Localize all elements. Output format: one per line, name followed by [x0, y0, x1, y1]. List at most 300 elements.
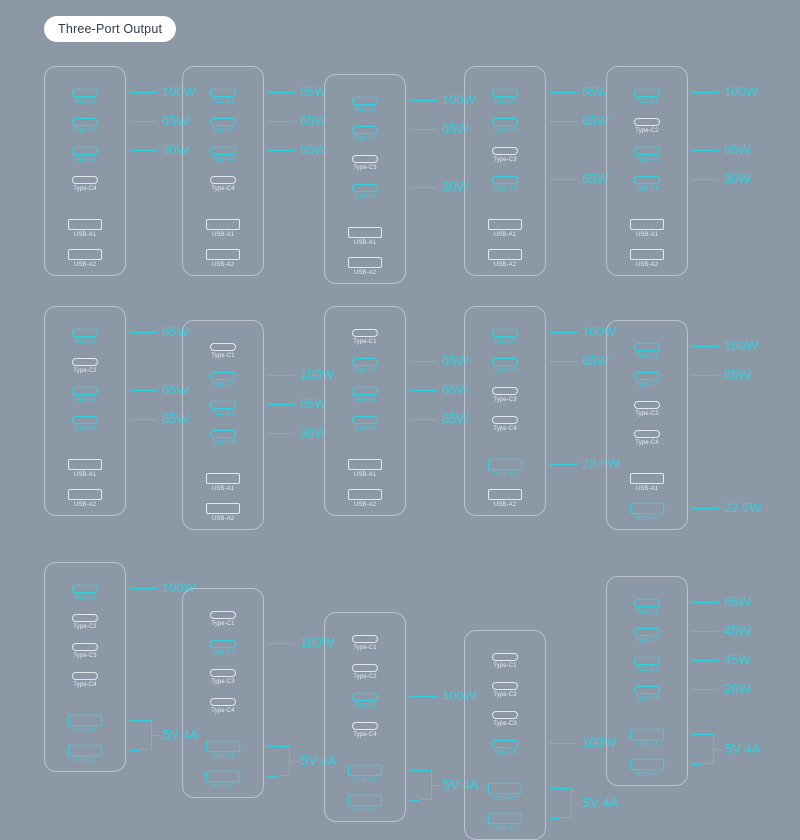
bracket-wattage-label: 5V 4A: [443, 776, 479, 792]
port-usb-a1: [348, 459, 382, 479]
port-slot-icon: [488, 813, 522, 824]
wattage-label: 65W: [300, 396, 327, 411]
port-slot-icon: [72, 89, 98, 97]
wattage-label: 65W: [582, 84, 609, 99]
callout-line: [549, 121, 577, 122]
port-type-c4: [352, 416, 378, 433]
wattage-label: 65W: [162, 382, 189, 397]
device-grid: [0, 52, 800, 832]
port-slot-icon: [634, 372, 660, 380]
port-label: Type-C1: [211, 99, 235, 105]
port-type-c4: [210, 698, 236, 715]
callout-line: [409, 187, 437, 188]
port-label: Type-C3: [211, 157, 235, 163]
port-usb-a2: [68, 249, 102, 269]
port-type-c4: [210, 430, 236, 447]
port-label: USB-A1: [493, 796, 517, 802]
port-type-c2: [492, 118, 518, 135]
port-slot-icon: [634, 343, 660, 351]
port-slot-icon: [72, 358, 98, 366]
port-slot-icon: [634, 657, 660, 665]
port-slot-icon: [348, 795, 382, 806]
wattage-label: 65W: [724, 594, 751, 609]
wattage-label: 65W: [300, 113, 327, 128]
port-slot-icon: [348, 459, 382, 470]
bracket-stem: [691, 764, 701, 765]
port-type-c1: [210, 611, 236, 628]
port-slot-icon: [72, 614, 98, 622]
wattage-label: 22.5W: [582, 455, 620, 471]
port-usb-a2: [348, 489, 382, 509]
wattage-label: 65W: [300, 142, 327, 157]
port-type-c1: [352, 635, 378, 652]
port-slot-icon: [72, 387, 98, 395]
port-usb-a1: [630, 729, 664, 749]
wattage-label: 100W: [162, 580, 196, 595]
port-label: USB-A1: [211, 232, 235, 238]
port-usb-a2: [348, 257, 382, 277]
port-slot-icon: [492, 358, 518, 366]
port-slot-icon: [634, 628, 660, 636]
port-type-c2: [210, 118, 236, 135]
port-label: Type-C4: [73, 186, 97, 192]
port-slot-icon: [210, 147, 236, 155]
port-type-c3: [634, 401, 660, 418]
usb-a-bracket: [140, 720, 152, 750]
charger-device: [464, 66, 546, 276]
port-type-c2: [492, 682, 518, 699]
bracket-stem: [549, 788, 559, 789]
port-slot-icon: [488, 459, 522, 470]
port-slot-icon: [352, 416, 378, 424]
callout-line: [691, 375, 719, 376]
port-slot-icon: [488, 489, 522, 500]
port-usb-a2: [630, 503, 664, 523]
wattage-label: 100W: [300, 367, 334, 382]
callout-line: [129, 390, 157, 391]
port-type-c4: [72, 176, 98, 193]
port-slot-icon: [630, 729, 664, 740]
port-type-c3: [210, 401, 236, 418]
port-slot-icon: [72, 176, 98, 184]
port-type-c4: [72, 416, 98, 433]
wattage-label: 65W: [442, 353, 469, 368]
port-label: USB-A2: [493, 262, 517, 268]
bracket-wattage-label: 5V 4A: [583, 794, 619, 810]
wattage-label: 65W: [300, 84, 327, 99]
wattage-label: 100W: [724, 84, 758, 99]
port-slot-icon: [206, 741, 240, 752]
port-usb-a2: [206, 503, 240, 523]
port-slot-icon: [72, 118, 98, 126]
callout-line: [267, 433, 295, 434]
port-slot-icon: [72, 643, 98, 651]
port-type-c3: [72, 147, 98, 164]
port-type-c4: [492, 740, 518, 757]
port-type-c1: [634, 343, 660, 360]
port-slot-icon: [206, 473, 240, 484]
port-label: Type-C3: [353, 703, 377, 709]
callout-line: [549, 464, 577, 465]
callout-line: [691, 150, 719, 151]
wattage-label: 65W: [582, 353, 609, 368]
port-usb-a2: [630, 249, 664, 269]
port-label: Type-C4: [353, 194, 377, 200]
port-type-c2: [634, 372, 660, 389]
port-slot-icon: [634, 147, 660, 155]
port-slot-icon: [72, 585, 98, 593]
port-label: Type-C1: [73, 99, 97, 105]
port-type-c2: [210, 372, 236, 389]
port-type-c3: [492, 147, 518, 164]
port-slot-icon: [630, 503, 664, 514]
port-label: Type-C2: [353, 136, 377, 142]
port-label: Type-C2: [353, 368, 377, 374]
callout-line: [409, 129, 437, 130]
port-slot-icon: [634, 401, 660, 409]
port-type-c1: [634, 89, 660, 106]
charger-device: [464, 306, 546, 516]
callout-line: [691, 631, 719, 632]
port-label: USB-A1: [353, 472, 377, 478]
port-label: Type-C3: [73, 157, 97, 163]
port-slot-icon: [210, 176, 236, 184]
port-usb-a1: [630, 219, 664, 239]
port-label: USB-A2: [73, 758, 97, 764]
port-slot-icon: [348, 257, 382, 268]
callout-line: [549, 361, 577, 362]
port-label: USB-A2: [353, 502, 377, 508]
port-slot-icon: [68, 745, 102, 756]
port-slot-icon: [72, 416, 98, 424]
port-label: USB-A1: [73, 472, 97, 478]
port-slot-icon: [348, 489, 382, 500]
port-type-c1: [210, 343, 236, 360]
port-label: Type-C4: [635, 440, 659, 446]
port-label: Type-C2: [73, 368, 97, 374]
wattage-label: 45W: [724, 623, 751, 638]
port-label: Type-C2: [73, 128, 97, 134]
port-slot-icon: [488, 219, 522, 230]
port-slot-icon: [210, 430, 236, 438]
port-slot-icon: [492, 416, 518, 424]
port-slot-icon: [206, 503, 240, 514]
wattage-label: 100W: [724, 338, 758, 353]
port-usb-a2: [488, 249, 522, 269]
wattage-label: 65W: [442, 382, 469, 397]
callout-line: [691, 602, 719, 603]
port-slot-icon: [630, 473, 664, 484]
wattage-label: 65W: [162, 411, 189, 426]
callout-line: [714, 749, 722, 750]
port-label: USB-A1: [635, 742, 659, 748]
callout-line: [129, 150, 157, 151]
port-label: Type-C3: [635, 667, 659, 673]
port-slot-icon: [72, 147, 98, 155]
callout-line: [691, 179, 719, 180]
port-label: Type-C1: [211, 353, 235, 359]
callout-line: [409, 419, 437, 420]
port-type-c1: [210, 89, 236, 106]
callout-line: [267, 121, 295, 122]
port-label: Type-C2: [211, 650, 235, 656]
port-slot-icon: [630, 759, 664, 770]
port-label: Type-C2: [493, 368, 517, 374]
callout-line: [129, 92, 157, 93]
usb-a-bracket: [420, 770, 432, 800]
port-label: Type-C1: [353, 339, 377, 345]
callout-line: [549, 332, 577, 333]
port-usb-a1: [68, 459, 102, 479]
port-label: USB-A2: [211, 784, 235, 790]
charger-device: [606, 66, 688, 276]
port-label: Type-C1: [73, 339, 97, 345]
port-usb-a1: [206, 741, 240, 761]
port-slot-icon: [352, 126, 378, 134]
charger-device: [44, 562, 126, 772]
port-type-c3: [634, 147, 660, 164]
port-type-c3: [492, 387, 518, 404]
bracket-stem: [691, 734, 701, 735]
port-slot-icon: [352, 155, 378, 163]
wattage-label: 65W: [582, 113, 609, 128]
wattage-label: 30W: [442, 179, 469, 194]
port-usb-a2: [488, 813, 522, 833]
port-slot-icon: [210, 698, 236, 706]
port-type-c3: [72, 643, 98, 660]
callout-line: [129, 588, 157, 589]
charger-device: [324, 612, 406, 822]
port-label: USB-A2: [73, 262, 97, 268]
port-usb-a1: [348, 227, 382, 247]
port-slot-icon: [352, 635, 378, 643]
wattage-label: 65W: [724, 367, 751, 382]
port-type-c2: [352, 664, 378, 681]
port-label: USB-A1: [353, 240, 377, 246]
port-usb-a2: [206, 771, 240, 791]
port-slot-icon: [68, 219, 102, 230]
callout-line: [691, 508, 719, 509]
port-type-c4: [634, 176, 660, 193]
callout-line: [409, 696, 437, 697]
port-label: Type-C4: [73, 426, 97, 432]
port-slot-icon: [492, 89, 518, 97]
port-type-c3: [352, 387, 378, 404]
port-label: Type-C1: [635, 99, 659, 105]
port-label: Type-C4: [635, 186, 659, 192]
port-label: USB-A1: [211, 486, 235, 492]
callout-line: [290, 761, 298, 762]
charger-device: [606, 576, 688, 786]
port-type-c1: [492, 89, 518, 106]
port-slot-icon: [634, 176, 660, 184]
bracket-wattage-label: 5V 4A: [301, 752, 337, 768]
port-type-c2: [492, 358, 518, 375]
charger-device: [182, 588, 264, 798]
port-label: USB-A1: [635, 232, 659, 238]
port-label: Type-C3: [493, 397, 517, 403]
port-label: Type-C3: [353, 397, 377, 403]
wattage-label: 65W: [442, 121, 469, 136]
port-slot-icon: [210, 89, 236, 97]
port-type-c1: [492, 653, 518, 670]
port-label: USB-A1: [635, 486, 659, 492]
port-type-c2: [210, 640, 236, 657]
port-usb-a2: [206, 249, 240, 269]
port-type-c2: [634, 118, 660, 135]
bracket-wattage-label: 5V 4A: [725, 740, 761, 756]
port-slot-icon: [492, 711, 518, 719]
port-label: Type-C2: [493, 692, 517, 698]
callout-line: [549, 179, 577, 180]
port-slot-icon: [492, 682, 518, 690]
port-slot-icon: [492, 147, 518, 155]
port-type-c3: [210, 669, 236, 686]
callout-line: [267, 404, 295, 405]
charger-device: [182, 66, 264, 276]
port-slot-icon: [352, 97, 378, 105]
port-label: USB-A2: [635, 772, 659, 778]
port-label: Type-C2: [211, 128, 235, 134]
wattage-label: 45W: [724, 652, 751, 667]
port-type-c3: [352, 155, 378, 172]
port-slot-icon: [492, 653, 518, 661]
callout-line: [691, 689, 719, 690]
port-label: Type-C1: [493, 663, 517, 669]
port-slot-icon: [210, 372, 236, 380]
port-type-c4: [210, 176, 236, 193]
port-label: Type-C2: [353, 674, 377, 680]
port-slot-icon: [72, 329, 98, 337]
port-label: USB-A1: [353, 778, 377, 784]
port-slot-icon: [206, 219, 240, 230]
port-label: Type-C2: [73, 624, 97, 630]
port-label: Type-C3: [493, 157, 517, 163]
callout-line: [267, 150, 295, 151]
port-slot-icon: [352, 722, 378, 730]
callout-line: [129, 121, 157, 122]
port-type-c4: [492, 416, 518, 433]
callout-line: [409, 361, 437, 362]
port-slot-icon: [206, 771, 240, 782]
wattage-label: 20W: [724, 681, 751, 696]
port-label: Type-C4: [493, 426, 517, 432]
port-usb-a1: [206, 473, 240, 493]
port-type-c2: [352, 358, 378, 375]
port-slot-icon: [206, 249, 240, 260]
callout-line: [432, 785, 440, 786]
port-label: USB-A2: [353, 270, 377, 276]
callout-line: [409, 390, 437, 391]
port-label: Type-C3: [211, 411, 235, 417]
wattage-label: 65W: [582, 171, 609, 186]
port-slot-icon: [210, 611, 236, 619]
port-label: Type-C1: [635, 609, 659, 615]
wattage-label: 22.5W: [724, 499, 762, 515]
port-slot-icon: [634, 118, 660, 126]
port-type-c4: [492, 176, 518, 193]
port-usb-a1: [488, 783, 522, 803]
port-label: USB-A1: [493, 232, 517, 238]
port-slot-icon: [352, 693, 378, 701]
port-type-c1: [72, 585, 98, 602]
callout-line: [549, 92, 577, 93]
port-label: Type-C4: [73, 682, 97, 688]
port-slot-icon: [68, 489, 102, 500]
port-usb-a2: [68, 489, 102, 509]
port-type-c4: [72, 672, 98, 689]
port-slot-icon: [210, 343, 236, 351]
port-label: Type-C4: [493, 186, 517, 192]
port-label: Type-C1: [353, 645, 377, 651]
bracket-stem: [267, 776, 277, 777]
bracket-stem: [409, 770, 419, 771]
wattage-label: 100W: [582, 735, 616, 750]
port-type-c3: [634, 657, 660, 674]
port-label: Type-C4: [353, 426, 377, 432]
charger-device: [606, 320, 688, 530]
port-label: Type-C2: [211, 382, 235, 388]
port-slot-icon: [492, 118, 518, 126]
port-slot-icon: [634, 686, 660, 694]
wattage-label: 30W: [162, 142, 189, 157]
port-label: USB-A2: [353, 808, 377, 814]
port-label: Type-C1: [493, 339, 517, 345]
port-label: Type-C2: [635, 638, 659, 644]
callout-line: [129, 419, 157, 420]
port-label: Type-C4: [353, 732, 377, 738]
port-usb-a2: [488, 489, 522, 509]
port-slot-icon: [210, 669, 236, 677]
port-usb-a1: [348, 765, 382, 785]
port-slot-icon: [630, 219, 664, 230]
charger-device: [44, 306, 126, 516]
port-usb-a1: [488, 459, 522, 479]
port-type-c2: [634, 628, 660, 645]
charger-device: [464, 630, 546, 840]
port-type-c1: [72, 329, 98, 346]
callout-line: [267, 643, 295, 644]
port-label: Type-C4: [493, 750, 517, 756]
port-usb-a1: [206, 219, 240, 239]
port-type-c3: [352, 693, 378, 710]
port-label: Type-C3: [353, 165, 377, 171]
bracket-stem: [129, 750, 139, 751]
port-slot-icon: [72, 672, 98, 680]
port-label: Type-C4: [211, 708, 235, 714]
port-label: Type-C1: [73, 595, 97, 601]
port-slot-icon: [492, 740, 518, 748]
port-slot-icon: [352, 329, 378, 337]
port-label: USB-A1: [73, 728, 97, 734]
port-type-c2: [72, 614, 98, 631]
port-slot-icon: [210, 118, 236, 126]
port-label: Type-C4: [635, 696, 659, 702]
port-type-c1: [492, 329, 518, 346]
wattage-label: 100W: [582, 324, 616, 339]
port-usb-a1: [68, 219, 102, 239]
wattage-label: 100W: [442, 688, 476, 703]
port-label: Type-C3: [211, 679, 235, 685]
wattage-label: 100W: [442, 92, 476, 107]
port-label: USB-A1: [211, 754, 235, 760]
port-slot-icon: [634, 89, 660, 97]
port-slot-icon: [492, 387, 518, 395]
port-type-c2: [352, 126, 378, 143]
port-usb-a2: [68, 745, 102, 765]
wattage-label: 65W: [442, 411, 469, 426]
bracket-stem: [549, 818, 559, 819]
